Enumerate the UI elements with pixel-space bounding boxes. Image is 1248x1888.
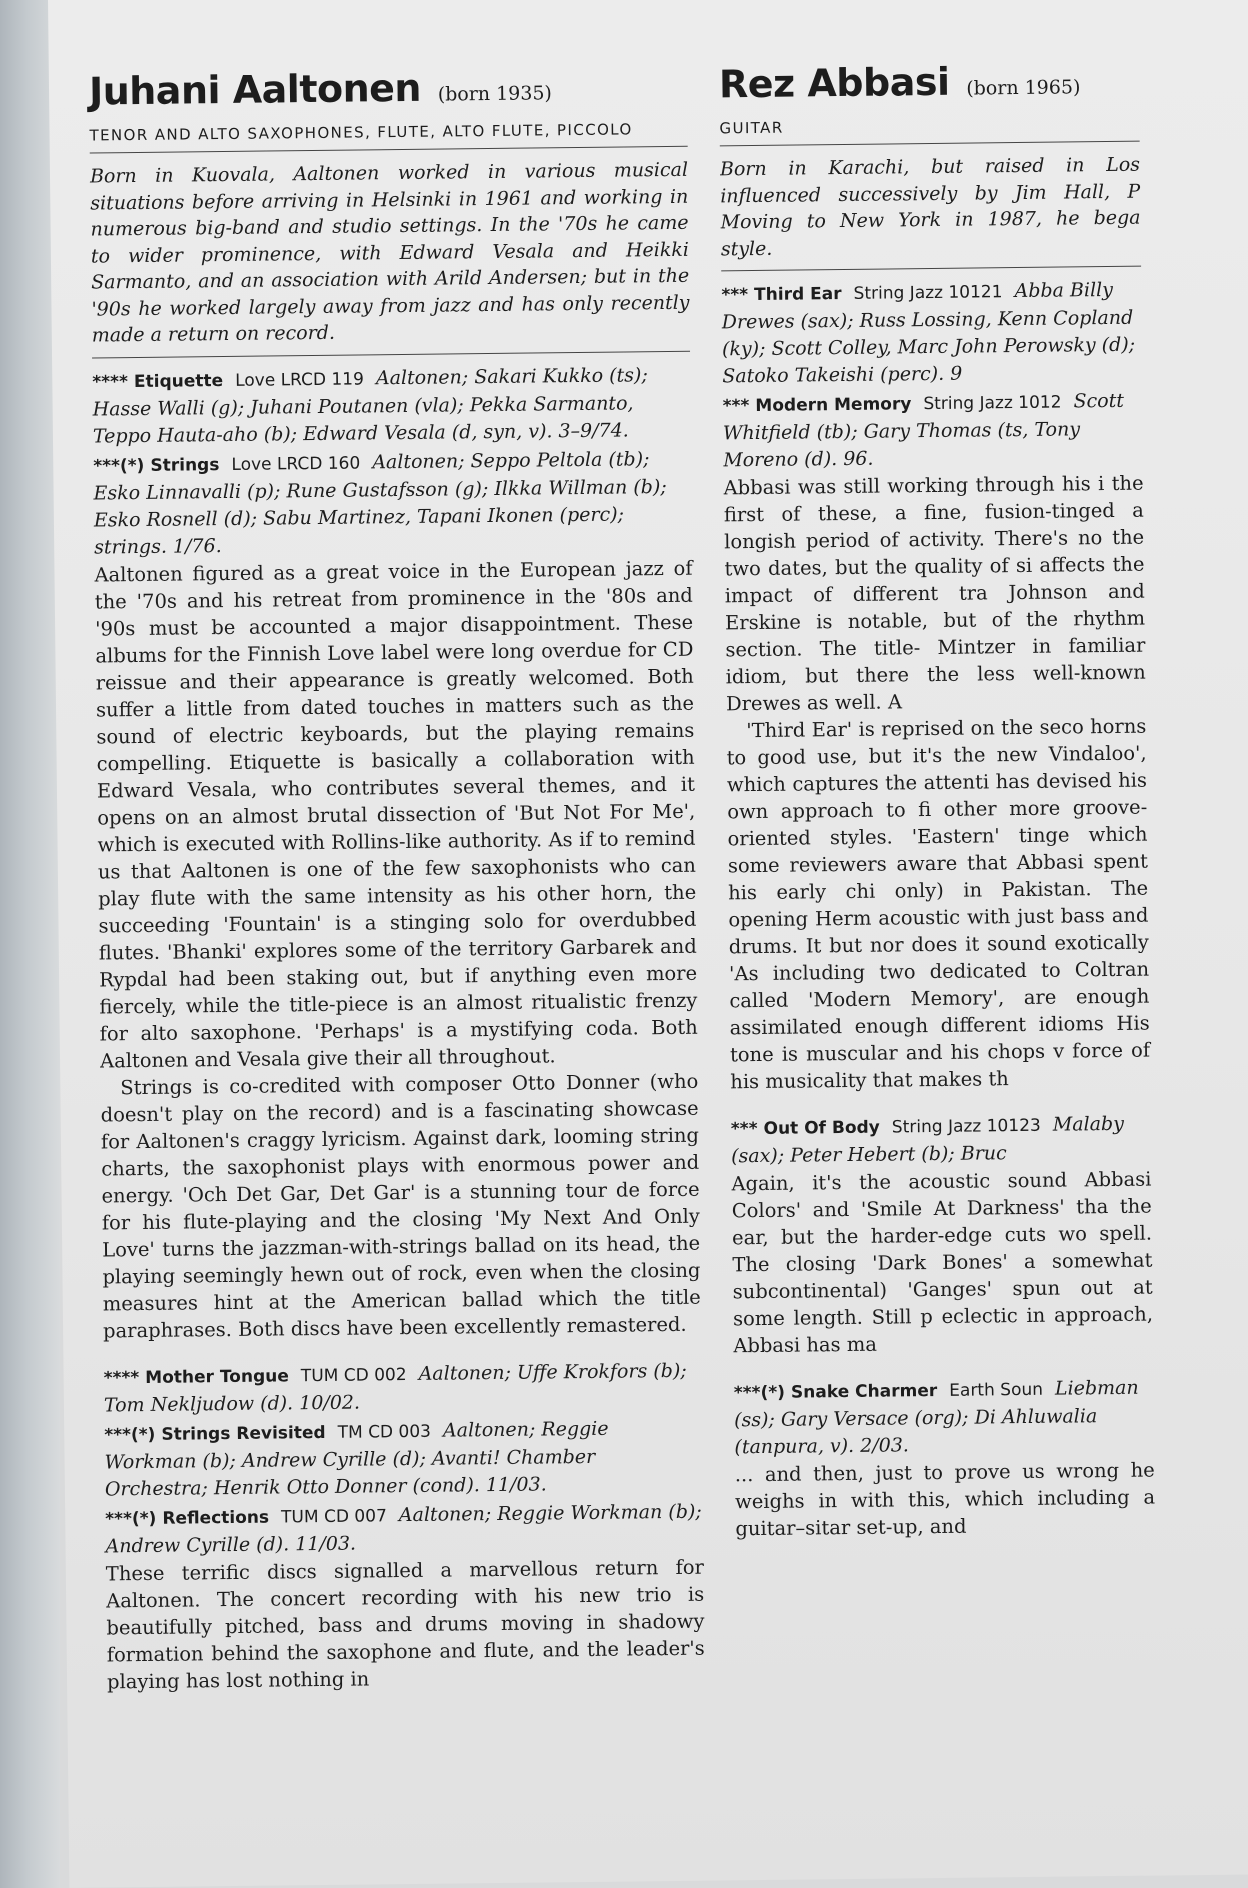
album-entry bbox=[105, 1498, 704, 1560]
entry-juhani-aaltonen bbox=[89, 63, 705, 1695]
album-label: Earth Soun bbox=[949, 1379, 1044, 1401]
artist-name: Juhani Aaltonen bbox=[88, 65, 422, 114]
review-paragraph: Aaltonen figured as a great voice in the European jazz of the '70s and his retreat from prominence in the '80s and '90s must be accounted a major disappointment. These albums for the Finnish Love label were long overdue for CD reissue and their appearance is greatly welcomed. Both suffer a little from dated touches in matters such as the sound of electric keyboards, but the playing remains compelling. Etiquette is basically a collaboration with Edward Vesala, who contributes several themes, and it opens on an almost brutal dissection of 'But Not For Me', which is executed with Rollins-like authority. As if to remind us that Aaltonen is one of the few saxophonists who can play flute with the same intensity as his other horn, the succeeding 'Fountain' is a stinging solo for overdubbed flutes. 'Bhanki' explores some of the territory Garbarek and Rypdal had been staking out, but if anything even more fiercely, while the title-piece is an almost ritualistic frenzy for alto saxophone. 'Perhaps' is a mystifying coda. Both Aaltonen and Vesala give their all throughout. bbox=[94, 556, 698, 1072]
album-entry bbox=[731, 1111, 1152, 1171]
album-title: Strings Revisited bbox=[161, 1422, 326, 1445]
artist-name: Rez Abbasi bbox=[718, 59, 950, 107]
album-label: String Jazz 1012 bbox=[923, 392, 1062, 415]
album-title: Third Ear bbox=[753, 284, 842, 306]
album-personnel: Aaltonen; Reggie Workman (b); Andrew Cyrille (d). 11/03. bbox=[105, 1500, 702, 1557]
album-list bbox=[721, 277, 1143, 475]
album-rating: *** bbox=[730, 1119, 758, 1140]
album-entry bbox=[93, 445, 692, 561]
artist-instruments: TENOR AND ALTO SAXOPHONES, FLUTE, ALTO FLUTE, PICCOLO bbox=[89, 120, 687, 154]
album-entry bbox=[734, 1375, 1155, 1462]
review-paragraph: Again, it's the acoustic sound Abbasi Colors' and 'Smile At Darkness' tha the ear, but the harder-edge cuts wo spell. The closing 'Dark Bones' a somewhat subcontinental) 'Ganges' spun out at some length. Still p eclectic in approach, Abbasi has ma bbox=[731, 1167, 1154, 1358]
artist-born: (born 1965) bbox=[966, 76, 1081, 100]
artist-heading bbox=[719, 58, 1140, 114]
album-title: Etiquette bbox=[133, 370, 224, 392]
album-list bbox=[103, 1357, 703, 1560]
album-personnel: Liebman (ss); Gary Versace (org); Di Ahluwalia (tanpura, v). 2/03. bbox=[734, 1376, 1139, 1459]
entry-rez-abbasi bbox=[719, 56, 1248, 1542]
artist-instruments: GUITAR bbox=[719, 115, 1139, 147]
artist-bio: Born in Kuovala, Aaltonen worked in various musical situations before arriving in Helsinki in 1961 and working in numerous big-band and studio settings. In the '70s he came to wider prominence, with Edward Vesala and Heikki Sarmanto, and an association with Arild Andersen; but in the '90s he worked largely away from jazz and has only recently made a return on record. bbox=[90, 157, 690, 358]
review-paragraph: These terrific discs signalled a marvellous return for Aaltonen. The concert recording with his new trio is beautifully pitched, bass and drums moving in shadowy formation behind the saxophone and flute, and the leader's playing has lost nothing in bbox=[105, 1555, 705, 1693]
album-entry bbox=[92, 361, 691, 450]
review-paragraph: ... and then, just to prove us wrong he weighs in with this, which including a guitar–sitar set-up, and bbox=[734, 1458, 1156, 1541]
album-label: TUM CD 007 bbox=[281, 1505, 387, 1527]
album-label: TM CD 003 bbox=[337, 1421, 432, 1443]
album-entry bbox=[104, 1414, 703, 1503]
album-list bbox=[92, 361, 692, 561]
album-rating: ***(*) bbox=[733, 1382, 786, 1404]
album-rating: ***(*) bbox=[105, 1508, 157, 1529]
album-rating: **** bbox=[103, 1367, 140, 1388]
column-content bbox=[719, 58, 1156, 1543]
album-title: Modern Memory bbox=[755, 394, 912, 417]
artist-heading bbox=[89, 63, 688, 121]
album-entry bbox=[722, 388, 1143, 475]
album-personnel: Scott Whitfield (tb); Gary Thomas (ts, Tony Moreno (d). 96. bbox=[722, 389, 1125, 472]
album-entry bbox=[103, 1357, 702, 1419]
album-rating: *** bbox=[722, 396, 750, 417]
album-title: Mother Tongue bbox=[145, 1365, 289, 1388]
review-paragraph: Strings is co-credited with composer Otto Donner (who doesn't play on the record) and is a fascinating showcase for Aaltonen's craggy lyricism. Against dark, looming string charts, the saxophonist plays with enormous power and energy. 'Och Det Gar, Det Gar' is a stunning tour de force for his flute-playing and the closing 'My Next And Only Love' turns the jazzman-with-strings ballad on its head, the playing seemingly hewn out of rock, even when the closing measures hint at the American ballad which the title paraphrases. Both discs have been excellently remastered. bbox=[100, 1069, 701, 1342]
album-title: Snake Charmer bbox=[790, 1381, 938, 1403]
album-label: Love LRCD 160 bbox=[231, 452, 361, 475]
album-title: Reflections bbox=[162, 1507, 270, 1529]
album-label: String Jazz 10123 bbox=[891, 1115, 1041, 1138]
artist-bio: Born in Karachi, but raised in Los influenced successively by Jim Hall, P Moving to New York in 1987, he bega style. bbox=[720, 152, 1141, 272]
album-label: TUM CD 002 bbox=[300, 1364, 407, 1386]
album-personnel: Aaltonen; Sakari Kukko (ts); Hasse Walli (g); Juhani Poutanen (vla); Pekka Sarmanto, Teppo Hauta-aho (b); Edward Vesala (d, syn, v). 3–9/74. bbox=[92, 363, 648, 448]
review-paragraph: Abbasi was still working through his i the first of these, a fine, fusion-tinged a longish period of activity. There's no the two dates, but the quality of si affects the impact of different tra Johnson and Erskine is notable, but of the rhythm section. The title- Mintzer in familiar idiom, but there the less well-known Drewes as well. A bbox=[723, 471, 1146, 716]
album-rating: ***(*) bbox=[104, 1424, 156, 1445]
album-rating: ***(*) bbox=[93, 455, 145, 477]
album-personnel: Aaltonen; Uffe Krokfors (b); Tom Nekljudow (d). 10/02. bbox=[103, 1359, 687, 1416]
album-personnel: Aaltonen; Reggie Workman (b); Andrew Cyrille (d); Avanti! Chamber Orchestra; Henrik Otto Donner (cond). 11/03. bbox=[104, 1417, 609, 1500]
review-paragraph: 'Third Ear' is reprised on the seco horns to good use, but it's the new Vindaloo', which captures the attenti has devised his own approach to fi other more groove-oriented styles. 'Eastern' tinge which some reviewers aware that Abbasi spent his early chi only) in Pakistan. The opening Herm acoustic with just bass and drums. It but nor does it sound exotically 'As including two dedicated to Coltran called 'Modern Memory', are enough assimilated enough different idioms His tone is muscular and his chops v force of his musicality that makes th bbox=[726, 714, 1151, 1094]
album-rating: **** bbox=[92, 371, 129, 393]
book-page bbox=[48, 0, 1248, 1888]
album-personnel: Abba Billy Drewes (sax); Russ Lossing, Kenn Copland (ky); Scott Colley, Marc John Perowsky (d); Satoko Takeishi (perc). 9 bbox=[721, 278, 1136, 388]
album-entry bbox=[721, 277, 1142, 391]
album-personnel: Aaltonen; Seppo Peltola (tb); Esko Linnavalli (p); Rune Gustafsson (g); Ilkka Willman (b); Esko Rosnell (d); Sabu Martinez, Tapani Ikonen (perc); strings. 1/76. bbox=[93, 447, 667, 559]
album-label: String Jazz 10121 bbox=[853, 282, 1003, 304]
album-label: Love LRCD 119 bbox=[235, 368, 364, 391]
album-rating: *** bbox=[721, 285, 749, 306]
artist-born: (born 1935) bbox=[437, 82, 553, 106]
album-title: Strings bbox=[150, 454, 220, 476]
album-personnel: Malaby (sax); Peter Hebert (b); Bruc bbox=[731, 1112, 1125, 1168]
album-title: Out Of Body bbox=[763, 1117, 880, 1139]
